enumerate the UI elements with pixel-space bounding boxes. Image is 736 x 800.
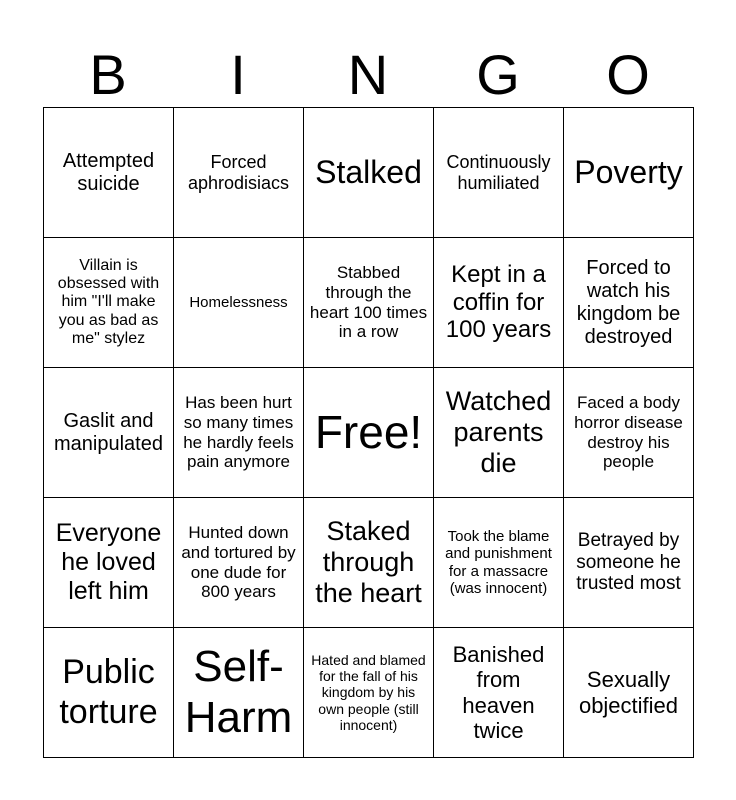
- bingo-cell[interactable]: Watched parents die: [434, 368, 564, 498]
- bingo-cell[interactable]: Stalked: [304, 108, 434, 238]
- bingo-row: [44, 368, 694, 498]
- bingo-cell[interactable]: Public torture: [44, 628, 174, 758]
- bingo-cell[interactable]: Continuously humiliated: [434, 108, 564, 238]
- bingo-cell[interactable]: Sexually objectified: [564, 628, 694, 758]
- bingo-row: [44, 238, 694, 368]
- header-letter-b: B: [89, 43, 127, 106]
- bingo-cell[interactable]: Stabbed through the heart 100 times in a row: [304, 238, 434, 368]
- bingo-cell[interactable]: Everyone he loved left him: [44, 498, 174, 628]
- bingo-cell[interactable]: Betrayed by someone he trusted most: [564, 498, 694, 628]
- bingo-cell[interactable]: Has been hurt so many times he hardly feels pain anymore: [174, 368, 304, 498]
- bingo-cell[interactable]: Faced a body horror disease destroy his people: [564, 368, 694, 498]
- bingo-row: [44, 108, 694, 238]
- bingo-cell[interactable]: Forced to watch his kingdom be destroyed: [564, 238, 694, 368]
- bingo-cell[interactable]: Attempted suicide: [44, 108, 174, 238]
- header-letter-i: I: [230, 43, 246, 106]
- bingo-row: [44, 498, 694, 628]
- bingo-cell[interactable]: Hated and blamed for the fall of his kingdom by his own people (still innocent): [304, 628, 434, 758]
- bingo-cell[interactable]: Homelessness: [174, 238, 304, 368]
- header-letter-g: G: [476, 43, 520, 106]
- bingo-cell[interactable]: Kept in a coffin for 100 years: [434, 238, 564, 368]
- free-space[interactable]: Free!: [304, 368, 434, 498]
- bingo-cell[interactable]: Hunted down and tortured by one dude for 800 years: [174, 498, 304, 628]
- bingo-cell[interactable]: Self-Harm: [174, 628, 304, 758]
- header-letter-n: N: [347, 43, 389, 106]
- bingo-cell[interactable]: Villain is obsessed with him "I'll make you as bad as me" stylez: [44, 238, 174, 368]
- bingo-cell[interactable]: Took the blame and punishment for a massacre (was innocent): [434, 498, 564, 628]
- bingo-cell[interactable]: Gaslit and manipulated: [44, 368, 174, 498]
- bingo-cell[interactable]: Poverty: [564, 108, 694, 238]
- bingo-cell[interactable]: Staked through the heart: [304, 498, 434, 628]
- bingo-cell[interactable]: Banished from heaven twice: [434, 628, 564, 758]
- bingo-header: [43, 42, 693, 108]
- header-letter-o: O: [606, 43, 650, 106]
- bingo-cell[interactable]: Forced aphrodisiacs: [174, 108, 304, 238]
- bingo-row: [44, 628, 694, 758]
- bingo-card: [43, 107, 694, 758]
